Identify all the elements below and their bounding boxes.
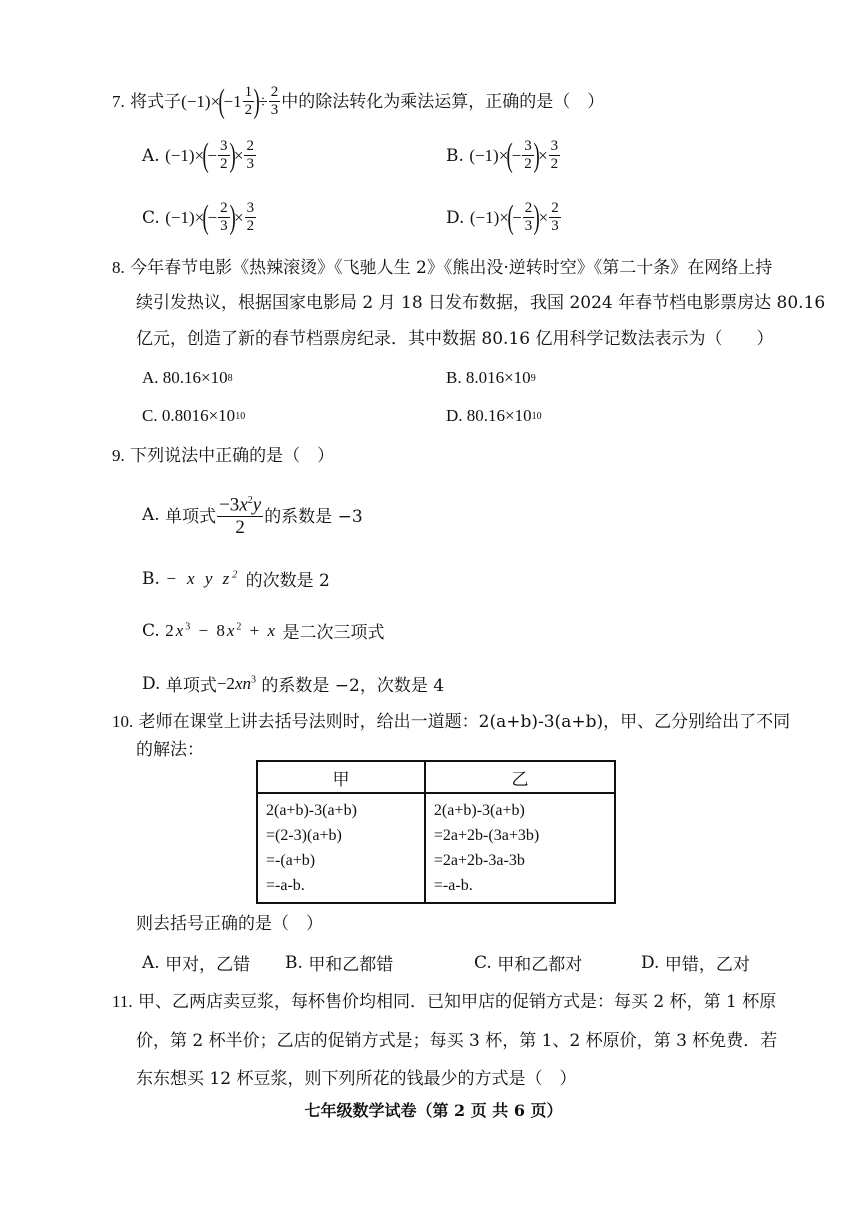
q7-option-a[interactable]: A. (−1)× ( − $\frac{3}{2}$ ) × $\frac{2}{3}$ [142,136,254,174]
q7-stem-suffix: 中的除法转化为乘法运算，正确的是（ ） [281,91,605,112]
q10-question: 则去括号正确的是（ ） [136,914,323,934]
page-footer: 七年级数学试卷（第 2 页 共 6 页） [304,1101,563,1120]
q7-expression: (−1)× ( −1 $\frac{1}{2}$ ) ÷ $\frac{2}{3}$ [181,82,279,120]
q8-line-2: 续引发热议，根据国家电影局 2 月 18 日发布数据，我国 2024 年春节档电影票房达 80.16 [136,293,826,313]
q10-line-1: 10. 老师在课堂上讲去括号法则时，给出一道题：2(a+b)-3(a+b)，甲、乙分别给出了不同 [112,712,791,732]
q8-number: 8. [112,258,125,277]
q10-option-d[interactable]: D. 甲错，乙对 [641,952,750,975]
q11-line-2: 价，第 2 杯半价；乙店的促销方式是；每买 3 杯，第 1、2 杯原价，第 3 杯免费．若 [136,1031,778,1051]
q9-number: 9. [112,446,125,465]
q7-stem [112,84,604,119]
q9-d-expression: $-2xn^3$ [216,673,256,693]
q10-table-col-yi: 2(a+b)-3(a+b) =2a+2b-(3a+3b) =2a+2b-3a-3b =-a-b. [425,793,615,903]
q9-stem: 9. 下列说法中正确的是（ ） [112,446,335,466]
q11-line-1: 11. 甲、乙两店卖豆浆，每杯售价均相同．已知甲店的促销方式是：每买 2 杯，第 1 杯原 [112,992,777,1012]
q9-option-c[interactable]: C. $2x^3 - 8x^2 + x$ 是二次三项式 [142,620,385,643]
q11-line-3: 东东想买 12 杯豆浆，则下列所花的钱最少的方式是（ ） [136,1069,577,1089]
q10-table-col-jia: 2(a+b)-3(a+b) =(2-3)(a+b) =-(a+b) =-a-b. [257,793,425,903]
q9-option-a[interactable]: A. 单项式 $\frac{-3x^2y}{2}$ 的系数是 −3 [142,490,363,539]
q8-option-d[interactable]: D. 80.16×10 10 [446,406,542,425]
q8-option-b[interactable]: B. 8.016×10 9 [446,368,536,387]
q9-a-fraction: $\frac{-3x^2y}{2}$ [217,490,263,539]
q10-table-header-jia: 甲 [257,761,425,793]
q8-option-c[interactable]: C. 0.8016×10 10 [142,406,246,425]
q9-option-d[interactable]: D. 单项式 $-2xn^3$ 的系数是 −2，次数是 4 [142,673,445,696]
q8-line-1: 8. 今年春节电影《热辣滚烫》《飞驰人生 2》《熊出没·逆转时空》《第二十条》在网络上持 [112,258,773,278]
q7-option-c[interactable]: C. (−1)× ( − $\frac{2}{3}$ ) × $\frac{3}{2}$ [142,198,255,236]
q7-option-b[interactable]: B. (−1)× ( − $\frac{3}{2}$ ) × $\frac{3}{2}$ [446,136,559,174]
q10-option-b[interactable]: B. 甲和乙都错 [285,952,394,975]
q7-number: 7. [112,91,125,111]
q9-c-expression: $2x^3 - 8x^2 + x$ [165,620,278,640]
q7-stem-prefix: 将式子 [130,91,182,112]
q10-line-2: 的解法： [136,740,204,760]
q10-table-header-yi: 乙 [425,761,615,793]
q10-option-c[interactable]: C. 甲和乙都对 [474,952,583,975]
q7-option-d[interactable]: D. (−1)× ( − $\frac{2}{3}$ ) × $\frac{2}{3}$ [446,198,559,236]
q8-line-3: 亿元，创造了新的春节档票房纪录．其中数据 80.16 亿用科学记数法表示为（ ） [136,329,774,349]
q8-option-a[interactable]: A. 80.16×10 8 [142,368,233,387]
q9-b-expression: − x y $z^2$ [165,568,241,588]
q10-option-a[interactable]: A. 甲对，乙错 [142,952,251,975]
q9-option-b[interactable]: B. − x y $z^2$ 的次数是 2 [142,568,330,591]
q10-solution-table [256,760,616,904]
q11-number: 11. [112,992,133,1011]
q10-number: 10. [112,712,134,731]
